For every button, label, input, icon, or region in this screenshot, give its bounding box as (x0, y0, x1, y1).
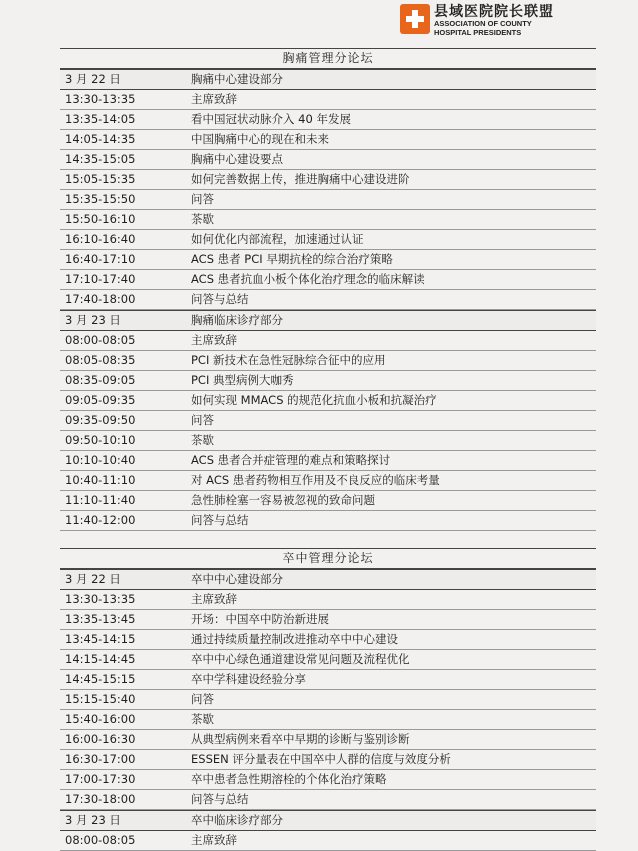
session-time: 13:35-13:45 (65, 612, 136, 626)
day-date: 3 月 22 日 (65, 572, 121, 586)
table-row (60, 690, 596, 710)
session-topic: 开场：中国卒中防治新进展 (191, 612, 329, 626)
session-topic: 如何实现 MMACS 的规范化抗血小板和抗凝治疗 (191, 393, 437, 407)
logo-english-line-1: ASSOCIATION OF COUNTY (434, 19, 532, 28)
day-header-row (60, 569, 596, 590)
table-row (60, 371, 596, 391)
session-topic: 从典型病例来看卒中早期的诊断与鉴别诊断 (191, 732, 410, 746)
session-time: 17:00-17:30 (65, 772, 136, 786)
table-row (60, 831, 596, 851)
session-topic: 问答与总结 (191, 513, 249, 527)
table-row (60, 750, 596, 770)
session-time: 09:05-09:35 (65, 393, 136, 407)
table-row (60, 730, 596, 750)
session-topic: 急性肺栓塞一容易被忽视的致命问题 (191, 493, 375, 507)
table-row (60, 331, 596, 351)
session-topic: 问答与总结 (191, 292, 249, 306)
day-date: 3 月 23 日 (65, 313, 121, 327)
session-topic: PCI 典型病例大咖秀 (191, 373, 294, 387)
table-row (60, 511, 596, 531)
session-time: 13:35-14:05 (65, 112, 136, 126)
session-topic: 通过持续质量控制改进推动卒中中心建设 (191, 632, 398, 646)
table-row (60, 290, 596, 310)
session-time: 09:50-10:10 (65, 433, 136, 447)
session-time: 14:35-15:05 (65, 152, 136, 166)
logo-chinese-name: 县域医院院长联盟 (434, 4, 554, 20)
session-time: 09:35-09:50 (65, 413, 136, 427)
session-topic: 茶歇 (191, 433, 214, 447)
session-topic: 主席致辞 (191, 333, 237, 347)
day-header-row (60, 810, 596, 831)
table-row (60, 431, 596, 451)
session-topic: ACS 患者合并症管理的难点和策略探讨 (191, 453, 391, 467)
session-topic: ESSEN 评分量表在中国卒中人群的信度与效度分析 (191, 752, 451, 766)
session-time: 16:00-16:30 (65, 732, 136, 746)
session-time: 14:05-14:35 (65, 132, 136, 146)
session-topic: 问答 (191, 692, 214, 706)
table-row (60, 790, 596, 810)
session-topic: 主席致辞 (191, 92, 237, 106)
table-row (60, 590, 596, 610)
medical-cross-icon (400, 4, 430, 34)
session-time: 11:40-12:00 (65, 513, 136, 527)
session-time: 13:45-14:15 (65, 632, 136, 646)
session-topic: PCI 新技术在急性冠脉综合征中的应用 (191, 353, 386, 367)
session-time: 16:40-17:10 (65, 252, 136, 266)
session-time: 08:00-08:05 (65, 333, 136, 347)
session-topic: 看中国冠状动脉介入 40 年发展 (191, 112, 351, 126)
section-title: 卒中临床诊疗部分 (191, 813, 283, 827)
table-row (60, 170, 596, 190)
session-topic: 卒中患者急性期溶栓的个体化治疗策略 (191, 772, 387, 786)
forum-title: 胸痛管理分论坛 (60, 48, 596, 69)
session-time: 08:05-08:35 (65, 353, 136, 367)
chest-pain-forum-schedule (60, 48, 596, 531)
table-row (60, 210, 596, 230)
session-time: 15:15-15:40 (65, 692, 136, 706)
session-topic: 茶歇 (191, 712, 214, 726)
session-topic: 卒中学科建设经验分享 (191, 672, 306, 686)
session-topic: 如何完善数据上传，推进胸痛中心建设进阶 (191, 172, 410, 186)
session-topic: ACS 患者抗血小板个体化治疗理念的临床解读 (191, 272, 425, 286)
forum-title: 卒中管理分论坛 (60, 548, 596, 569)
session-topic: 问答与总结 (191, 792, 249, 806)
table-row (60, 650, 596, 670)
table-row (60, 230, 596, 250)
session-time: 15:50-16:10 (65, 212, 136, 226)
table-row (60, 351, 596, 371)
day-header-row (60, 310, 596, 331)
table-row (60, 411, 596, 431)
session-time: 16:30-17:00 (65, 752, 136, 766)
session-time: 10:40-11:10 (65, 473, 136, 487)
session-topic: 问答 (191, 413, 214, 427)
section-title: 胸痛中心建设部分 (191, 72, 283, 86)
session-time: 17:30-18:00 (65, 792, 136, 806)
session-time: 13:30-13:35 (65, 592, 136, 606)
schedule-table (60, 69, 596, 531)
logo-english-line-2: HOSPITAL PRESIDENTS (434, 28, 522, 37)
session-topic: 对 ACS 患者药物相互作用及不良反应的临床考量 (191, 473, 440, 487)
section-title: 胸痛临床诊疗部分 (191, 313, 283, 327)
table-row (60, 491, 596, 511)
session-topic: 如何优化内部流程，加速通过认证 (191, 232, 364, 246)
session-time: 14:15-14:45 (65, 652, 136, 666)
table-row (60, 610, 596, 630)
session-topic: 主席致辞 (191, 592, 237, 606)
session-time: 14:45-15:15 (65, 672, 136, 686)
day-header-row (60, 69, 596, 90)
table-row (60, 451, 596, 471)
table-row (60, 110, 596, 130)
session-topic: 卒中中心绿色通道建设常见问题及流程优化 (191, 652, 410, 666)
session-time: 10:10-10:40 (65, 453, 136, 467)
session-time: 15:40-16:00 (65, 712, 136, 726)
table-row (60, 471, 596, 491)
table-row (60, 770, 596, 790)
session-time: 08:35-09:05 (65, 373, 136, 387)
schedule-table (60, 569, 596, 851)
table-row (60, 710, 596, 730)
table-row (60, 630, 596, 650)
session-time: 17:40-18:00 (65, 292, 136, 306)
table-row (60, 270, 596, 290)
session-topic: 主席致辞 (191, 833, 237, 847)
table-row (60, 190, 596, 210)
session-time: 13:30-13:35 (65, 92, 136, 106)
session-time: 11:10-11:40 (65, 493, 136, 507)
section-title: 卒中中心建设部分 (191, 572, 283, 586)
table-row (60, 391, 596, 411)
stroke-forum-schedule (60, 548, 596, 851)
table-row (60, 670, 596, 690)
day-date: 3 月 23 日 (65, 813, 121, 827)
table-row (60, 130, 596, 150)
session-topic: 茶歇 (191, 212, 214, 226)
alliance-logo (400, 0, 600, 40)
session-topic: 中国胸痛中心的现在和未来 (191, 132, 329, 146)
session-time: 16:10-16:40 (65, 232, 136, 246)
session-topic: 问答 (191, 192, 214, 206)
session-time: 17:10-17:40 (65, 272, 136, 286)
session-time: 15:35-15:50 (65, 192, 136, 206)
day-date: 3 月 22 日 (65, 72, 121, 86)
session-time: 08:00-08:05 (65, 833, 136, 847)
session-topic: ACS 患者 PCI 早期抗栓的综合治疗策略 (191, 252, 393, 266)
table-row (60, 250, 596, 270)
table-row (60, 150, 596, 170)
session-topic: 胸痛中心建设要点 (191, 152, 283, 166)
session-time: 15:05-15:35 (65, 172, 136, 186)
table-row (60, 90, 596, 110)
